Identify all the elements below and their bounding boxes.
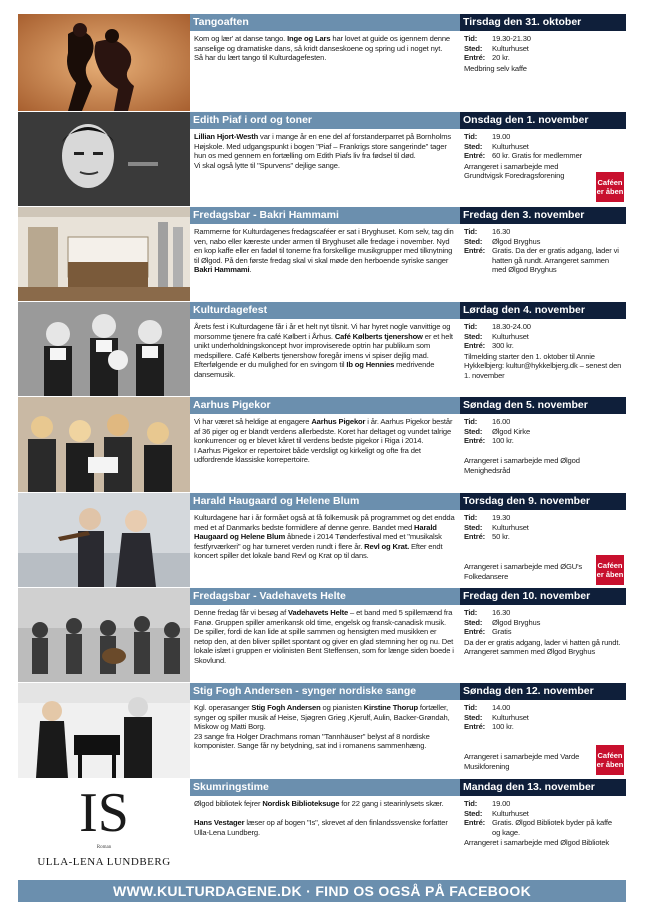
detail-value: 16.30 bbox=[492, 608, 511, 617]
event-note: Arrangeret i samarbejde med Grundtvigsk Foredragsforening bbox=[464, 161, 565, 181]
event-row-5 bbox=[18, 493, 626, 587]
event-description: Kgl. operasanger Stig Fogh Andersen og pianisten Kirstine Thorup fortæller, synger og spiller musik af Heise, Sjøgren Grieg ,Kjerulf, Aulin, Backer-Grøndah, Miskow og Matti Borg. 23 sange fra Holger Drachmans roman "Tannhäuser" belyst af 8 nordiske komponister. Sange får ny betydning, sat ind i romanens sammenhæng. bbox=[194, 703, 450, 751]
detail-row bbox=[464, 608, 622, 618]
detail-label: Tid: bbox=[464, 417, 478, 426]
event-title: Tangoaften bbox=[190, 14, 460, 31]
event-photo-singer-pianist bbox=[18, 683, 190, 778]
detail-value: 16.00 bbox=[492, 417, 511, 426]
detail-value: 19.30-21.30 bbox=[492, 34, 531, 43]
event-row-4 bbox=[18, 397, 626, 492]
detail-row bbox=[464, 237, 622, 247]
event-title: Aarhus Pigekor bbox=[190, 397, 460, 414]
event-date: Onsdag den 1. november bbox=[460, 112, 626, 129]
event-description-panel bbox=[190, 397, 460, 492]
detail-row bbox=[464, 227, 622, 237]
detail-row bbox=[464, 142, 622, 152]
detail-value: Ølgod Kirke bbox=[492, 426, 531, 436]
detail-row bbox=[464, 809, 622, 819]
detail-row bbox=[464, 53, 622, 63]
event-date: Søndag den 5. november bbox=[460, 397, 626, 414]
detail-value: Kulturhuset bbox=[492, 43, 529, 53]
detail-value: 50 kr. bbox=[492, 532, 510, 542]
detail-value: Kulturhuset bbox=[492, 141, 529, 151]
event-details bbox=[460, 414, 626, 476]
event-note: Medbring selv kaffe bbox=[464, 63, 527, 73]
event-description-panel bbox=[190, 588, 460, 682]
event-description-panel bbox=[190, 683, 460, 778]
detail-value: 100 kr. bbox=[492, 722, 514, 732]
detail-value: Kulturhuset bbox=[492, 331, 529, 341]
event-date: Lørdag den 4. november bbox=[460, 302, 626, 319]
detail-label: Tid: bbox=[464, 34, 478, 43]
event-description-panel bbox=[190, 207, 460, 301]
event-info-panel bbox=[460, 14, 626, 111]
event-row-1 bbox=[18, 112, 626, 206]
event-row-0 bbox=[18, 14, 626, 111]
detail-row bbox=[464, 523, 622, 533]
event-photo-book-cover bbox=[18, 779, 190, 878]
detail-row bbox=[464, 341, 622, 351]
detail-value: Ølgod Bryghus bbox=[492, 617, 541, 627]
event-note: Arrangeret i samarbejde med ØGU's Folkedansere bbox=[464, 561, 583, 581]
event-title: Kulturdagefest bbox=[190, 302, 460, 319]
detail-value: 16.30 bbox=[492, 227, 511, 236]
event-date: Mandag den 13. november bbox=[460, 779, 626, 796]
cafe-open-badge: Caféen er åben bbox=[596, 172, 624, 202]
event-date: Søndag den 12. november bbox=[460, 683, 626, 700]
detail-value: Kulturhuset bbox=[492, 808, 529, 818]
detail-label: Tid: bbox=[464, 227, 478, 236]
event-description: Kulturdagene har i år formået også at få folkemusik på programmet og det endda med et af Danmarks bedste formidlere af denne genre. Bandet med Harald Haugaard og Helene Blum åbnede i 2014 Tønderfestival med et "musikalsk festfyrværkeri" og har turneret verden rundt i flere år. Revl og Krat. Efter endt koncert spiller det lokale band Revl og Krat op til dans. bbox=[194, 513, 455, 561]
event-title: Edith Piaf i ord og toner bbox=[190, 112, 460, 129]
event-note: Arrangeret i samarbejde med Ølgod Bibliotek bbox=[464, 838, 610, 848]
event-note: Tilmelding starter den 1. oktober til Annie Hykkelbjerg: kultur@hykkelbjerg.dk – senest den 1. november bbox=[464, 351, 622, 380]
event-title: Fredagsbar - Vadehavets Helte bbox=[190, 588, 460, 605]
detail-value: Kulturhuset bbox=[492, 712, 529, 722]
event-photo-tango bbox=[18, 14, 190, 111]
event-photo-choir bbox=[18, 397, 190, 492]
event-description-panel bbox=[190, 302, 460, 396]
detail-value: 19.00 bbox=[492, 799, 511, 808]
event-description-panel bbox=[190, 112, 460, 206]
detail-label: Tid: bbox=[464, 132, 478, 141]
event-description: Kom og lær' at danse tango. Inge og Lars har lovet at guide os igennem denne sanselige og dramatiske dans, så kridt danseskoene og spring ud i noget nyt. Så har du lært tango til Kulturdagefesten. bbox=[194, 34, 451, 63]
event-row-2 bbox=[18, 207, 626, 301]
detail-label: Tid: bbox=[464, 513, 478, 522]
event-info-panel bbox=[460, 397, 626, 492]
detail-row bbox=[464, 322, 622, 332]
event-row-7 bbox=[18, 683, 626, 778]
event-date: Tirsdag den 31. oktober bbox=[460, 14, 626, 31]
event-description-panel bbox=[190, 779, 460, 878]
detail-row bbox=[464, 722, 622, 732]
event-details bbox=[460, 796, 626, 848]
detail-label: Sted: bbox=[464, 808, 483, 818]
detail-row bbox=[464, 332, 622, 342]
detail-value: 19.00 bbox=[492, 132, 511, 141]
detail-label: Entré: bbox=[464, 53, 486, 63]
detail-label: Entré: bbox=[464, 341, 486, 351]
detail-label: Entré: bbox=[464, 627, 486, 637]
detail-value: 19.30 bbox=[492, 513, 511, 522]
event-row-6 bbox=[18, 588, 626, 682]
detail-value: Gratis. Da der er gratis adgang, lader vi hatten gå rundt. Arrangeret sammen med Ølgod Bryghus bbox=[492, 246, 619, 275]
event-note: Arrangeret i samarbejde med Varde Musikforening bbox=[464, 751, 580, 771]
detail-value: 14.00 bbox=[492, 703, 511, 712]
event-title: Skumringstime bbox=[190, 779, 460, 796]
detail-value: 300 kr. bbox=[492, 341, 514, 351]
cafe-open-badge: Caféen er åben bbox=[596, 555, 624, 585]
detail-row bbox=[464, 513, 622, 523]
event-info-panel bbox=[460, 493, 626, 587]
event-title: Fredagsbar - Bakri Hammami bbox=[190, 207, 460, 224]
event-photo-bryghus bbox=[18, 207, 190, 301]
detail-row bbox=[464, 436, 622, 446]
event-photo-piaf bbox=[18, 112, 190, 206]
detail-label: Sted: bbox=[464, 712, 483, 722]
cafe-open-badge: Caféen er åben bbox=[596, 745, 624, 775]
event-description: Denne fredag får vi besøg af Vadehavets Helte – et band med 5 spillemænd fra Fanø. Gruppen spiller amerikansk old time, engelsk og fransk-canadisk musik. De spiller, fordi de kan lide at spille sammen og hensigten med musikken er netop den, at den bliver spillet spontant og giver en glad stemning her og nu. Det lokale islæt i gruppen er violinisten Bent Steffensen, som for længe siden boede i Skovlund. bbox=[194, 608, 454, 665]
event-photo-folk-duo bbox=[18, 493, 190, 587]
detail-label: Sted: bbox=[464, 617, 483, 627]
detail-label: Sted: bbox=[464, 236, 483, 246]
detail-label: Entré: bbox=[464, 246, 486, 256]
detail-row bbox=[464, 818, 622, 837]
event-details bbox=[460, 31, 626, 73]
event-date: Fredag den 3. november bbox=[460, 207, 626, 224]
detail-row bbox=[464, 703, 622, 713]
detail-label: Sted: bbox=[464, 141, 483, 151]
book-cover-author: ULLA-LENA LUNDBERG bbox=[37, 856, 171, 868]
book-cover-subtitle: Roman bbox=[96, 845, 112, 850]
event-info-panel bbox=[460, 588, 626, 682]
event-title: Harald Haugaard og Helene Blum bbox=[190, 493, 460, 510]
detail-row bbox=[464, 44, 622, 54]
detail-row bbox=[464, 34, 622, 44]
detail-label: Tid: bbox=[464, 608, 478, 617]
detail-label: Entré: bbox=[464, 532, 486, 542]
event-info-panel bbox=[460, 207, 626, 301]
event-description: Årets fest i Kulturdagene får i år et helt nyt tilsnit. Vi har hyret nogle vanvittige og morsomme tjenere fra café Kølbert i Århus. Café Kølberts tjenershow er et helt unikt underholdningskoncept hvor improviserede optrin har publikum som medspillere. Café Kølberts tjenershow foregår imens vi spiser dejlig mad. Efterfølgende er du mulighed for en svingom til Ib og Hennies medrivende dansemusik. bbox=[194, 322, 453, 379]
detail-row bbox=[464, 417, 622, 427]
event-details bbox=[460, 319, 626, 381]
detail-row bbox=[464, 799, 622, 809]
detail-value: Ølgod Bryghus bbox=[492, 236, 541, 246]
detail-label: Entré: bbox=[464, 436, 486, 446]
event-date: Torsdag den 9. november bbox=[460, 493, 626, 510]
detail-row bbox=[464, 618, 622, 628]
event-description: Rammerne for Kulturdagenes fredagscaféer er sat i Bryghuset. Kom selv, tag din ven, nabo eller kæreste under armen til Bryghuset alle fredage i november. Nyd en kop kaffe eller en fadøl til tonerne fra forskellige musikgrupper med tilknytning til Ølgod. På den første fredag skal vi skal møde den herboende syriske sanger Bakri Hammami. bbox=[194, 227, 454, 275]
detail-value: 18.30-24.00 bbox=[492, 322, 531, 331]
event-row-3 bbox=[18, 302, 626, 396]
event-description-panel bbox=[190, 493, 460, 587]
detail-row bbox=[464, 427, 622, 437]
detail-value: Gratis bbox=[492, 627, 512, 637]
detail-label: Tid: bbox=[464, 322, 478, 331]
book-cover-title: IS bbox=[79, 782, 129, 844]
detail-value: Gratis. Ølgod Bibliotek byder på kaffe og kage. bbox=[492, 818, 612, 837]
event-note: Arrangeret i samarbejde med Ølgod Menighedsråd bbox=[464, 456, 580, 475]
event-details bbox=[460, 224, 626, 275]
detail-row bbox=[464, 713, 622, 723]
event-info-panel bbox=[460, 779, 626, 878]
event-date: Fredag den 10. november bbox=[460, 588, 626, 605]
event-note: Da der er gratis adgang, lader vi hatten gå rundt. Arrangeret sammen med Ølgod Bryghus bbox=[464, 637, 621, 657]
detail-label: Sted: bbox=[464, 522, 483, 532]
event-info-panel bbox=[460, 302, 626, 396]
detail-row bbox=[464, 532, 622, 542]
detail-label: Entré: bbox=[464, 722, 486, 732]
detail-label: Sted: bbox=[464, 43, 483, 53]
detail-row bbox=[464, 246, 622, 275]
event-title: Stig Fogh Andersen - synger nordiske sange bbox=[190, 683, 460, 700]
detail-label: Sted: bbox=[464, 426, 483, 436]
detail-value: 100 kr. bbox=[492, 436, 514, 446]
event-description: Vi har været så heldige at engagere Aarhus Pigekor i år. Aarhus Pigekor består af 36 piger og er blandt verdens allerbedste. Koret har deltaget og vundet talrige konkurrencer og er blevet kåret til verdens bedste pigekor i Riga i 2014. I Aarhus Pigekor er repertoiret både verdsligt og kirkeligt og ofte fra det udfordrende klassiske korrepertoire. bbox=[194, 417, 453, 465]
detail-row bbox=[464, 627, 622, 637]
event-description: Lillian Hjort-Westh var i mange år en ene del af forstanderparret på Bornholms Højskole. Med udgangspunkt i bogen "Piaf – Frankrigs store sangerinde" tager hun os med gennem en fortælling om Edith Piafs liv fra fødsel til død. Vi skal også lytte til "Spurvens" dejlige sange. bbox=[194, 132, 452, 170]
event-photo-band bbox=[18, 588, 190, 682]
detail-label: Entré: bbox=[464, 818, 486, 828]
detail-row bbox=[464, 151, 622, 161]
event-photo-waiters bbox=[18, 302, 190, 396]
footer-website-banner: WWW.KULTURDAGENE.DK · FIND OS OGSÅ PÅ FACEBOOK bbox=[18, 880, 626, 902]
detail-value: 20 kr. bbox=[492, 53, 510, 63]
event-description: Ølgod bibliotek fejrer Nordisk Biblioteksuge for 22 gang i stearinlysets skær. Hans Vestager læser op af bogen "Is", skrevet af den finlandssvenske forfatter Ulla-Lena Lundberg. bbox=[194, 799, 448, 837]
detail-label: Entré: bbox=[464, 151, 486, 161]
event-details bbox=[460, 605, 626, 657]
event-info-panel bbox=[460, 112, 626, 206]
detail-value: 60 kr. Gratis for medlemmer bbox=[492, 151, 583, 161]
detail-label: Tid: bbox=[464, 799, 478, 808]
event-row-8 bbox=[18, 779, 626, 878]
detail-label: Tid: bbox=[464, 703, 478, 712]
detail-value: Kulturhuset bbox=[492, 522, 529, 532]
detail-row bbox=[464, 132, 622, 142]
program-page bbox=[18, 14, 626, 879]
event-description-panel bbox=[190, 14, 460, 111]
detail-label: Sted: bbox=[464, 331, 483, 341]
event-info-panel bbox=[460, 683, 626, 778]
